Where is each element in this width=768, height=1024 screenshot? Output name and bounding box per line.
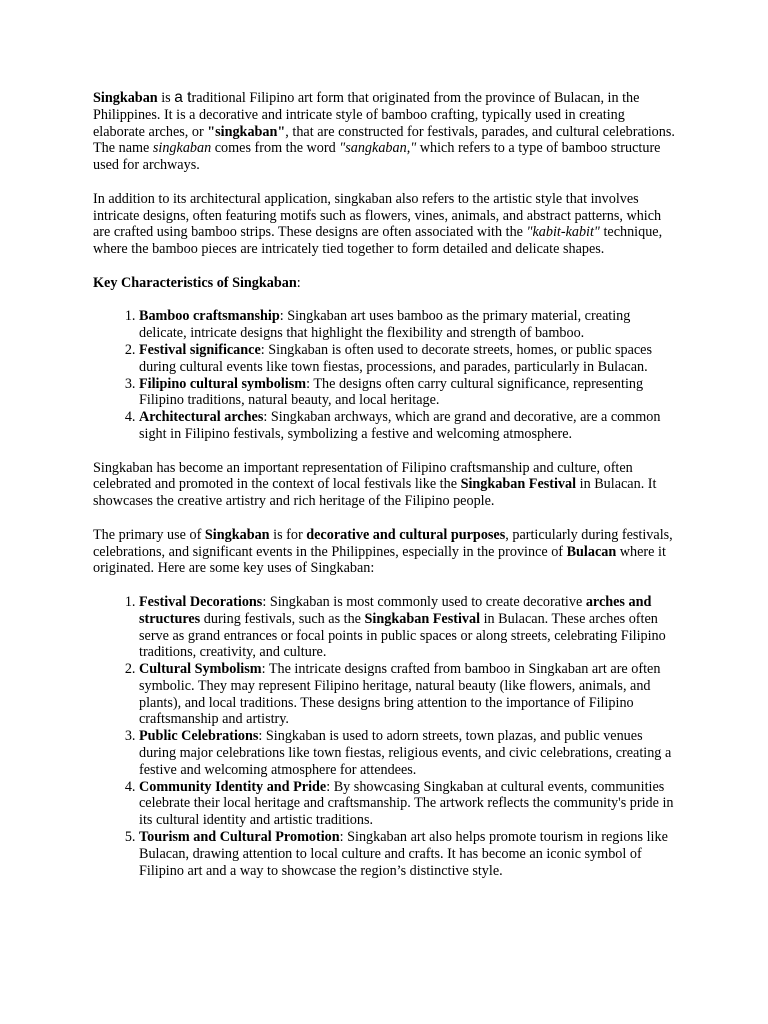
- representation-paragraph: [93, 460, 676, 510]
- list-item-title: Tourism and Cultural Promotion: [139, 829, 340, 846]
- para4-t2: is for: [269, 526, 307, 543]
- list-item-text: : Singkaban art also helps promote tourism in regions like Bulacan, drawing attention to local culture and crafts. It has become an iconic symbol of Filipino art and a way to showcase the region’s distinctive style.: [139, 829, 668, 879]
- list-item-text: : Singkaban is most commonly used to create decorative: [262, 593, 586, 610]
- list-item: [139, 594, 676, 661]
- primary-use-paragraph: [93, 527, 676, 577]
- list-item-text: : By showcasing Singkaban at cultural events, communities celebrate their local heritage and craftsmanship. The artwork reflects the community's pride in its cultural identity and artistic traditions.: [139, 778, 674, 829]
- list-item: [139, 829, 676, 879]
- list-item-title: Bamboo craftsmanship: [139, 308, 280, 325]
- intro-a-big: a t: [174, 89, 192, 106]
- list-item-text: : The designs often carry cultural significance, representing Filipino traditions, natural beauty, and local heritage.: [139, 375, 644, 409]
- key-heading-bold: Key Characteristics of Singkaban: [93, 274, 297, 291]
- list-item: [139, 728, 676, 778]
- intro-after-a: raditional Filipino art form that originated from the province of Bulacan, in the Philippines. It is a decorative and intricate style of bamboo crafting, typically used in creating elaborate arches, or: [93, 90, 640, 140]
- list-item: [139, 779, 676, 829]
- intro-comes-from: comes from the word: [211, 140, 340, 157]
- list-item: [139, 376, 676, 410]
- list-item: [139, 409, 676, 443]
- list-item-text: : The intricate designs crafted from bamboo in Singkaban art are often symbolic. They may represent Filipino heritage, natural beauty (like flowers, animals, and plants), and local traditions. These designs bring attention to the importance of Filipino craftsmanship and artistry.: [139, 661, 661, 728]
- key-characteristics-heading: [93, 275, 676, 292]
- para4-t4: where it originated. Here are some key uses of Singkaban:: [93, 543, 666, 577]
- list-item-bold: arches and structures: [139, 593, 652, 627]
- characteristics-list: [93, 308, 676, 442]
- list-item-title: Cultural Symbolism: [139, 661, 262, 678]
- list-item: [139, 661, 676, 728]
- para3-bold: Singkaban Festival: [460, 476, 577, 493]
- intro-quoted: "singkaban": [207, 123, 286, 140]
- para2-end: technique, where the bamboo pieces are intricately tied together to form detailed and delicate shapes.: [93, 224, 663, 258]
- list-item-title: Public Celebrations: [139, 728, 259, 745]
- list-item-text: : Singkaban art uses bamboo as the primary material, creating delicate, intricate designs that highlight the flexibility and strength of bamboo.: [139, 308, 631, 342]
- para2-start: In addition to its architectural application, singkaban also refers to the artistic style that involves intricate designs, often featuring motifs such as flowers, vines, animals, and abstract patterns, which are crafted using bamboo strips. These designs are often associated with the: [93, 190, 662, 241]
- list-item-text: during festivals, such as the: [200, 610, 365, 627]
- para4-b3: Bulacan: [566, 543, 617, 560]
- list-item-bold: Singkaban Festival: [364, 610, 481, 627]
- list-item-text: : Singkaban is often used to decorate streets, homes, or public spaces during cultural events like town fiestas, processions, and parades, particularly in Bulacan.: [139, 341, 653, 375]
- list-item-title: Community Identity and Pride: [139, 778, 327, 795]
- intro-end: which refers to a type of bamboo structure used for archways.: [93, 140, 661, 174]
- list-item-title: Architectural arches: [139, 409, 264, 426]
- list-item-text: in Bulacan. These arches often serve as grand entrances or focal points in public spaces or along streets, celebrating Filipino traditions, creativity, and culture.: [139, 610, 666, 661]
- architecture-paragraph: [93, 191, 676, 258]
- para4-b2: decorative and cultural purposes: [306, 526, 506, 543]
- intro-paragraph: [93, 90, 676, 174]
- para4-b1: Singkaban: [204, 526, 270, 543]
- list-item: [139, 342, 676, 376]
- para4-t1: The primary use of: [93, 526, 205, 543]
- list-item-title: Festival Decorations: [139, 593, 263, 610]
- intro-mid: , that are constructed for festivals, parades, and cultural celebrations. The name: [93, 123, 675, 157]
- list-item: [139, 308, 676, 342]
- intro-term: Singkaban: [93, 90, 158, 106]
- key-heading-colon: :: [296, 274, 301, 291]
- list-item-title: Filipino cultural symbolism: [139, 375, 307, 392]
- list-item-text: : Singkaban archways, which are grand and decorative, are a common sight in Filipino festivals, symbolizing a festive and welcoming atmosphere.: [139, 409, 661, 442]
- uses-list: [93, 594, 676, 880]
- intro-is: is: [157, 90, 175, 106]
- para3-start: Singkaban has become an important representation of Filipino craftsmanship and culture, often celebrated and promoted in the context of local festivals like the: [93, 459, 633, 493]
- para3-end: in Bulacan. It showcases the creative artistry and rich heritage of the Filipino people.: [93, 476, 657, 510]
- intro-italic-word: "sangkaban,": [339, 140, 417, 157]
- intro-italic-name: singkaban: [152, 140, 212, 157]
- list-item-title: Festival significance: [139, 341, 261, 358]
- para4-t3: , particularly during festivals, celebrations, and significant events in the Philippines, especially in the province of: [93, 526, 673, 560]
- para2-italic: "kabit-kabit": [526, 224, 600, 241]
- list-item-text: : Singkaban is used to adorn streets, town plazas, and public venues during major celebrations like town fiestas, religious events, and civic celebrations, creating a festive and welcoming atmosphere for attendees.: [139, 728, 672, 778]
